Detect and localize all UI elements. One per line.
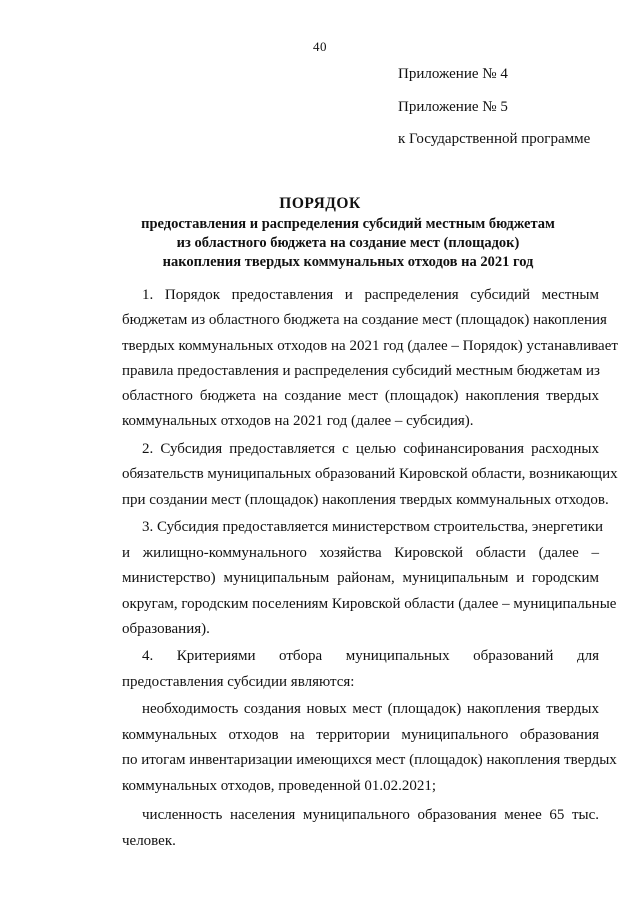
paragraph-3-line: министерство) муниципальным районам, муниципальным и городским (122, 570, 599, 586)
criterion-1-line: коммунальных отходов на территории муниципального образования (122, 727, 599, 743)
criterion-1-line: коммунальных отходов, проведенной 01.02.2021; (122, 778, 437, 794)
document-title: ПОРЯДОК (279, 195, 361, 212)
paragraph-4-line: предоставления субсидии являются: (122, 674, 355, 690)
criterion-2-line: численность населения муниципального образования менее 65 тыс. (142, 807, 599, 823)
paragraph-3-line: округам, городским поселениям Кировской области (далее – муниципальные (122, 596, 617, 612)
paragraph-2-line: обязательств муниципальных образований Кировской области, возникающих (122, 466, 618, 482)
subtitle-line: накопления твердых коммунальных отходов на 2021 год (162, 254, 534, 270)
subtitle-line: из областного бюджета на создание мест (площадок) (176, 235, 520, 251)
paragraph-3-line: и жилищно-коммунального хозяйства Кировской области (далее – (122, 545, 599, 561)
paragraph-1-line: 1. Порядок предоставления и распределения субсидий местным (142, 287, 599, 303)
annex-5-label: Приложение № 5 (398, 99, 508, 115)
paragraph-3-line: 3. Субсидия предоставляется министерством строительства, энергетики (142, 519, 604, 535)
paragraph-1-line: правила предоставления и распределения субсидий местным бюджетам из (122, 363, 600, 379)
paragraph-4-line: 4. Критериями отбора муниципальных образований для (142, 648, 599, 664)
document-subtitle (60, 215, 636, 272)
criterion-1-line: по итогам инвентаризации имеющихся мест (площадок) накопления твердых (122, 752, 617, 768)
paragraph-1-line: областного бюджета на создание мест (площадок) накопления твердых (122, 388, 599, 404)
state-program-label: к Государственной программе (398, 131, 591, 147)
page-number: 40 (313, 39, 327, 54)
paragraph-1-line: твердых коммунальных отходов на 2021 год (далее – Порядок) устанавливает (122, 338, 618, 354)
paragraph-2-line: 2. Субсидия предоставляется с целью софинансирования расходных (142, 441, 599, 457)
annex-4-label: Приложение № 4 (398, 66, 508, 82)
criterion-1-line: необходимость создания новых мест (площадок) накопления твердых (142, 701, 599, 717)
subtitle-line: предоставления и распределения субсидий местным бюджетам (141, 216, 555, 232)
paragraph-3-line: образования). (122, 621, 210, 637)
paragraph-1-line: коммунальных отходов на 2021 год (далее – субсидия). (122, 413, 474, 429)
criterion-2-line: человек. (122, 833, 176, 849)
paragraph-1-line: бюджетам из областного бюджета на создание мест (площадок) накопления (122, 312, 607, 328)
paragraph-2-line: при создании мест (площадок) накопления твердых коммунальных отходов. (122, 492, 609, 508)
